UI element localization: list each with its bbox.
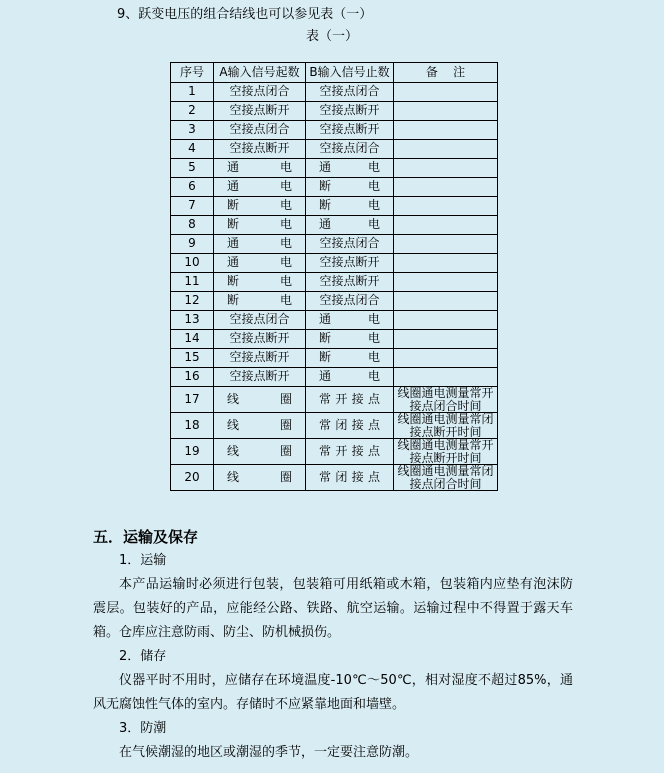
table-header-row [171,63,498,83]
cell-signal-a: 线 圈 [214,413,306,439]
cell-remark [394,197,498,216]
cell-signal-a: 断 电 [214,197,306,216]
cell-signal-b: 空接点断开 [306,273,394,292]
cell-signal-b: 空接点闭合 [306,235,394,254]
remark-line: 线圈通电测量常开 [397,386,494,400]
cell-serial: 8 [171,216,214,235]
cell-remark [394,140,498,159]
cell-signal-b: 断 电 [306,197,394,216]
cell-signal-b: 断 电 [306,178,394,197]
cell-remark [394,439,498,465]
cell-signal-b: 通 电 [306,368,394,387]
cell-serial: 14 [171,330,214,349]
cell-serial: 5 [171,159,214,178]
cell-serial: 10 [171,254,214,273]
cell-remark [394,83,498,102]
cell-signal-b: 空接点断开 [306,102,394,121]
table-row [171,102,498,121]
cell-serial: 18 [171,413,214,439]
cell-remark [394,413,498,439]
cell-remark [394,102,498,121]
header-serial: 序号 [171,63,214,83]
paragraph: 本产品运输时必须进行包装，包装箱可用纸箱或木箱，包装箱内应垫有泡沫防震层。包装好的产品，应能经公路、铁路、航空运输。运输过程中不得置于露天车箱。仓库应注意防雨、防尘、防机械损伤。 [93,577,573,640]
cell-signal-b: 空接点闭合 [306,83,394,102]
cell-serial: 17 [171,387,214,413]
subsection-heading: 1．运输 [119,553,167,568]
cell-remark [394,465,498,491]
cell-remark [394,292,498,311]
cell-serial: 11 [171,273,214,292]
cell-signal-b: 通 电 [306,216,394,235]
cell-signal-a: 线 圈 [214,387,306,413]
table-row [171,387,498,413]
cell-serial: 2 [171,102,214,121]
cell-signal-a: 空接点断开 [214,102,306,121]
table-row [171,273,498,292]
cell-signal-a: 断 电 [214,292,306,311]
table-row [171,140,498,159]
cell-signal-a: 空接点闭合 [214,121,306,140]
cell-serial: 7 [171,197,214,216]
cell-signal-a: 通 电 [214,159,306,178]
cell-remark [394,311,498,330]
remark-line: 线圈通电测量常闭 [397,464,494,478]
table-row [171,159,498,178]
table-row [171,439,498,465]
remark-line: 线圈通电测量常开 [397,438,494,452]
cell-serial: 13 [171,311,214,330]
table-row [171,121,498,140]
cell-signal-a: 线 圈 [214,439,306,465]
section-title: 五．运输及保存 [93,528,199,546]
cell-signal-b: 断 电 [306,349,394,368]
cell-signal-a: 空接点断开 [214,349,306,368]
cell-signal-a: 断 电 [214,216,306,235]
cell-signal-a: 断 电 [214,273,306,292]
cell-remark [394,235,498,254]
cell-signal-a: 通 电 [214,254,306,273]
cell-remark [394,387,498,413]
cell-remark [394,178,498,197]
cell-remark [394,254,498,273]
table-row [171,330,498,349]
cell-serial: 1 [171,83,214,102]
cell-signal-b: 空接点断开 [306,121,394,140]
remark-line: 接点闭合时间 [409,476,482,491]
signal-combination-table [170,62,498,491]
cell-serial: 3 [171,121,214,140]
cell-remark [394,349,498,368]
cell-signal-b: 断 电 [306,330,394,349]
remark-line: 线圈通电测量常闭 [397,412,494,426]
cell-remark [394,159,498,178]
cell-serial: 6 [171,178,214,197]
table-row [171,83,498,102]
table-row [171,465,498,491]
cell-signal-a: 空接点闭合 [214,311,306,330]
cell-serial: 15 [171,349,214,368]
cell-signal-b: 空接点闭合 [306,292,394,311]
cell-signal-b: 常 闭 接 点 [306,465,394,491]
header-remark: 备 注 [394,63,498,83]
cell-remark [394,273,498,292]
remark-line: 接点闭合时间 [409,398,482,413]
cell-signal-a: 空接点闭合 [214,83,306,102]
cell-remark [394,368,498,387]
header-signal-a: A输入信号起数 [214,63,306,83]
table-row [171,349,498,368]
remark-line: 接点断开时间 [409,450,482,465]
cell-signal-a: 空接点断开 [214,330,306,349]
cell-serial: 19 [171,439,214,465]
cell-remark [394,330,498,349]
table-row [171,413,498,439]
cell-signal-b: 空接点断开 [306,254,394,273]
cell-signal-a: 空接点断开 [214,140,306,159]
section-body [93,549,573,765]
table-row [171,254,498,273]
paragraph: 仪器平时不用时，应储存在环境温度-10℃～50℃，相对湿度不超过85%，通风无腐蚀性气体的室内。存储时不应紧靠地面和墙壁。 [93,673,573,712]
cell-remark [394,216,498,235]
cell-signal-b: 常 闭 接 点 [306,413,394,439]
remark-line: 接点断开时间 [409,424,482,439]
cell-signal-a: 线 圈 [214,465,306,491]
table-row [171,197,498,216]
table-row [171,292,498,311]
table-row [171,216,498,235]
table-row [171,368,498,387]
table-caption: 表（一） [305,29,358,44]
table-row [171,178,498,197]
header-signal-b: B输入信号止数 [306,63,394,83]
cell-signal-a: 通 电 [214,178,306,197]
intro-line: 9、跃变电压的组合结线也可以参见表（一） [117,7,373,22]
cell-signal-b: 常 开 接 点 [306,439,394,465]
cell-signal-b: 通 电 [306,311,394,330]
paragraph: 在气候潮湿的地区或潮湿的季节，一定要注意防潮。 [119,745,419,760]
subsection-heading: 2．储存 [119,649,167,664]
subsection-heading: 3．防潮 [119,721,167,736]
cell-signal-a: 空接点断开 [214,368,306,387]
table-row [171,235,498,254]
cell-serial: 16 [171,368,214,387]
cell-signal-b: 空接点闭合 [306,140,394,159]
cell-signal-b: 常 开 接 点 [306,387,394,413]
cell-serial: 4 [171,140,214,159]
cell-signal-a: 通 电 [214,235,306,254]
cell-serial: 20 [171,465,214,491]
table-row [171,311,498,330]
table-body [171,83,498,491]
cell-signal-b: 通 电 [306,159,394,178]
cell-serial: 9 [171,235,214,254]
cell-serial: 12 [171,292,214,311]
transport-storage-section [93,527,573,765]
cell-remark [394,121,498,140]
